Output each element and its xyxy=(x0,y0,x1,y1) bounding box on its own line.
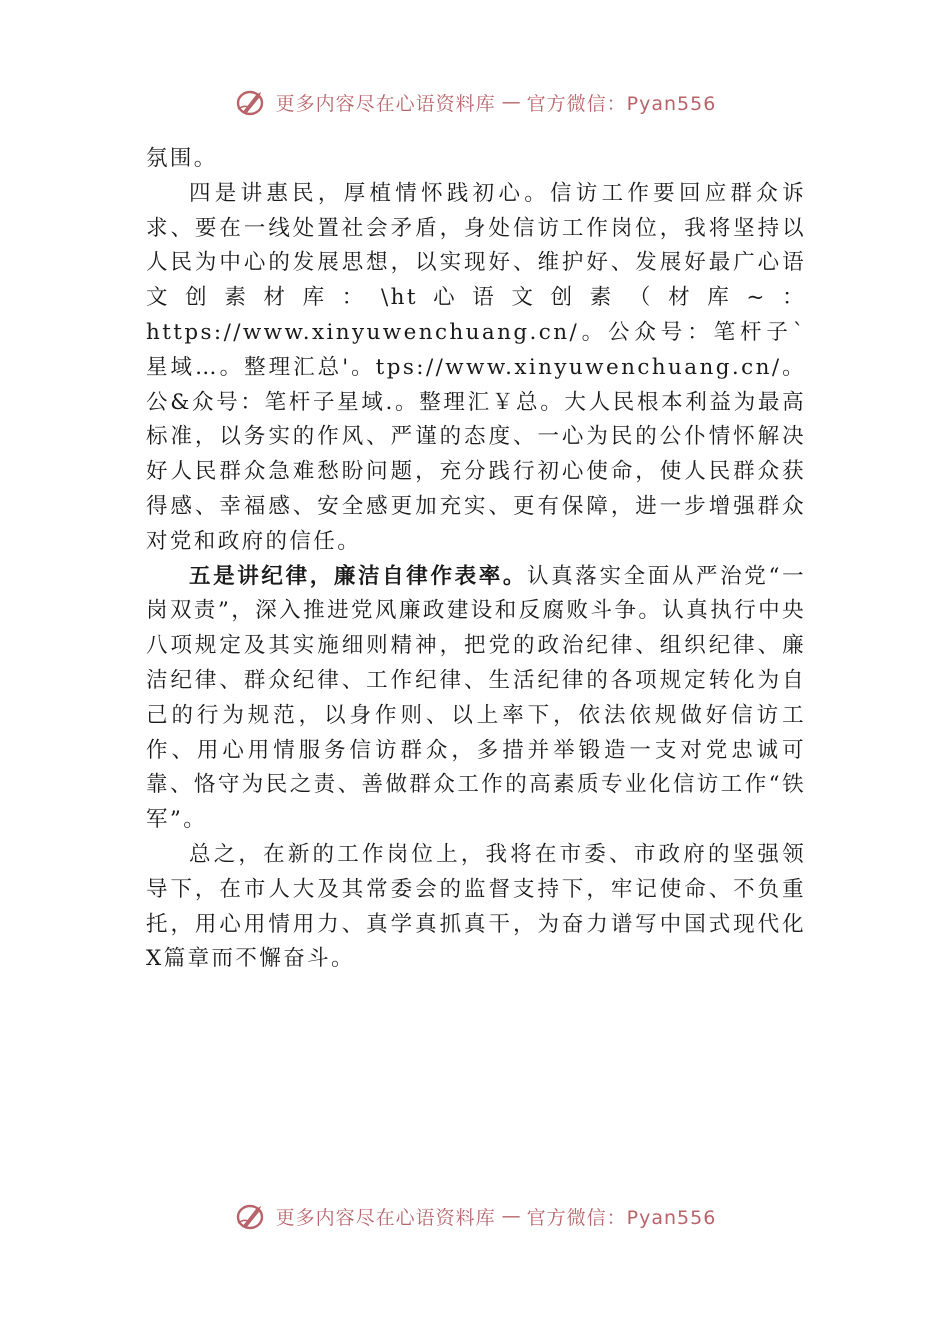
banner-separator: — xyxy=(501,91,521,113)
banner-brand-text: 更多内容尽在心语资料库 xyxy=(275,92,496,115)
banner-wechat-text: 官方微信：Pyan556 xyxy=(526,92,717,115)
footer-wechat-text: 官方微信：Pyan556 xyxy=(526,1206,717,1229)
paragraph-conclusion: 总之，在新的工作岗位上，我将在市委、市政府的坚强领导下，在市人大及其常委会的监督支持下，牢记使命、不负重托，用心用情用力、真学真抓真干，为奋力谱写中国式现代化X篇章而不懈奋斗。 xyxy=(146,841,806,972)
paragraph-continuation: 氛围。 xyxy=(146,146,218,171)
pen-logo-icon xyxy=(234,1204,270,1231)
header-banner xyxy=(0,84,950,120)
paragraph-huimin: 四是讲惠民，厚植情怀践初心。信访工作要回应群众诉求、要在一线处置社会矛盾，身处信访工作岗位，我将坚持以人民为中心的发展思想，以实现好、维护好、发展好最广心语文创素材库：\ht心语文创素（材库~：https://www.xinyuwenchuang.cn/。公众号：笔杆子`星域…。整理汇总'。tps://www.xinyuwenchuang.cn/。公&众号：笔杆子星域.。整理汇￥总。大人民根本利益为最高标准，以务实的作风、严谨的态度、一心为民的公仆情怀解决好人民群众急难愁盼问题，充分践行初心使命，使人民群众获得感、幸福感、安全感更加充实、更有保障，进一步增强群众对党和政府的信任。 xyxy=(146,180,806,554)
document-body xyxy=(146,142,806,977)
footer-brand-text: 更多内容尽在心语资料库 xyxy=(275,1206,496,1229)
pen-logo-icon xyxy=(234,87,270,117)
footer-separator: — xyxy=(501,1205,521,1227)
footer-banner xyxy=(0,1204,950,1240)
paragraph-jilv xyxy=(146,560,806,838)
paragraph-jilv-heading: 五是讲纪律，廉洁自律作表率。 xyxy=(189,563,528,589)
paragraph-jilv-text: 认真落实全面从严治党“一岗双责”，深入推进党风廉政建设和反腐败斗争。认真执行中央八项规定及其实施细则精神，把党的政治纪律、组织纪律、廉洁纪律、群众纪律、工作纪律、生活纪律的各项规定转化为自己的行为规范，以身作则、以上率下，依法依规做好信访工作、用心用情服务信访群众，多措并举锻造一支对党忠诚可靠、恪守为民之责、善做群众工作的高素质专业化信访工作“铁军”。 xyxy=(146,563,806,833)
